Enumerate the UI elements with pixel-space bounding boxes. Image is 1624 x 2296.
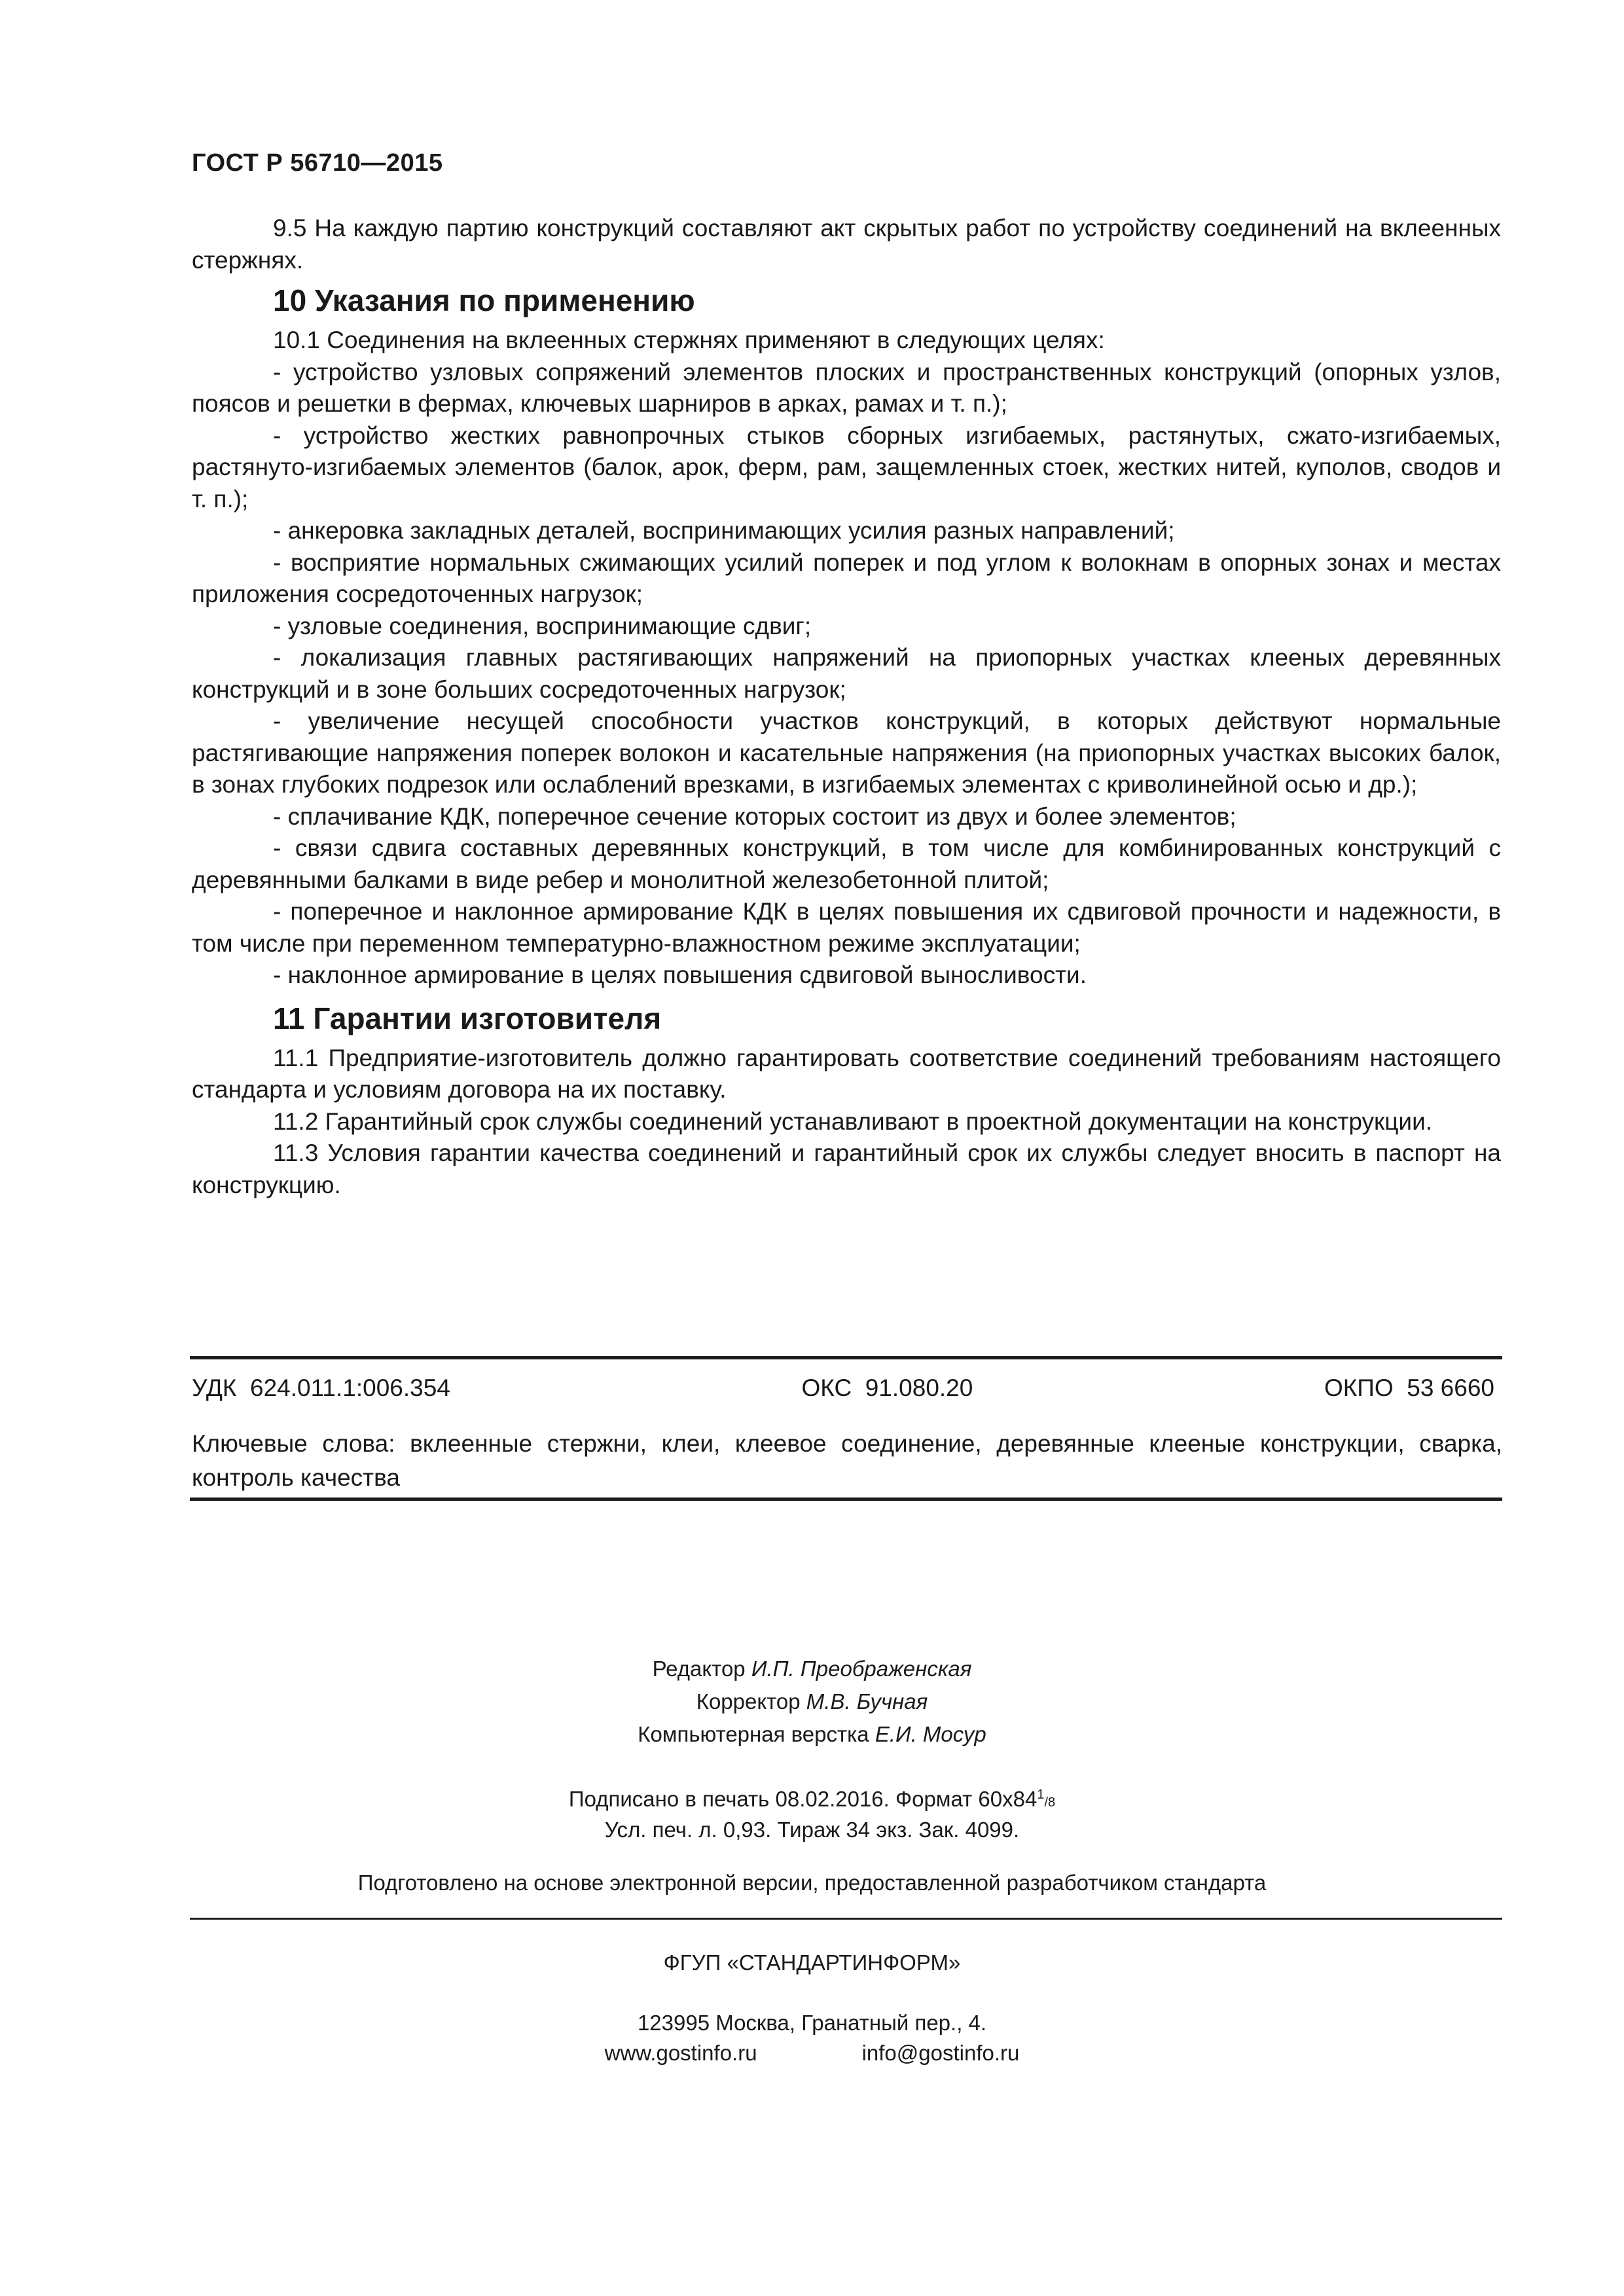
prepared-note: Подготовлено на основе электронной версии, предоставленной разработчиком стандарта xyxy=(357,1871,1267,1895)
keywords: Ключевые слова: вклеенные стержни, клеи, клеевое соединение, деревянные клееные конструкции, сварка, контроль качества xyxy=(192,1430,1502,1491)
classification-row xyxy=(192,1374,1502,1402)
publisher-address-block xyxy=(0,2008,1624,2068)
credit-name: Е.И. Мосур xyxy=(875,1722,986,1746)
document-body xyxy=(192,213,1501,1201)
credit-role: Редактор xyxy=(652,1657,751,1681)
publisher-contacts xyxy=(0,2038,1624,2068)
paragraph-11-3: 11.3 Условия гарантии качества соединений и гарантийный срок их службы следует вносить в паспорт на конструкцию. xyxy=(192,1139,1501,1198)
format-fraction-den: /8 xyxy=(1044,1795,1056,1810)
publisher-name: ФГУП «СТАНДАРТИНФОРМ» xyxy=(663,1950,961,1975)
footer-rule xyxy=(190,1918,1502,1920)
section-11-title: 11 Гарантии изготовителя xyxy=(273,1001,662,1035)
print-signed xyxy=(0,1784,1624,1818)
credit-name: И.П. Преображенская xyxy=(751,1657,972,1681)
paragraph-9-5: 9.5 На каждую партию конструкций составляют акт скрытых работ по устройству соединений на вклеенных стержнях. xyxy=(192,215,1501,274)
list-item: - наклонное армирование в целях повышения сдвиговой выносливости. xyxy=(273,961,1087,988)
credit-role: Корректор xyxy=(696,1689,806,1713)
credit-corrector xyxy=(0,1685,1624,1718)
list-item: - увеличение несущей способности участков конструкций, в которых действуют нормальные растягивающие напряжения поперек волокон и касательные напряжения (на приопорных участках высоких балок, в зонах глубоких подрезок или ослаблений врезками, в изгибаемых элементах с криволинейной осью и др.); xyxy=(192,708,1501,798)
meta-bottom-rule xyxy=(190,1498,1502,1501)
publisher-address: 123995 Москва, Гранатный пер., 4. xyxy=(637,2011,987,2035)
paragraph-10-1: 10.1 Соединения на вклеенных стержнях применяют в следующих целях: xyxy=(273,327,1105,353)
credit-role: Компьютерная верстка xyxy=(638,1722,875,1746)
list-item: - устройство жестких равнопрочных стыков сборных изгибаемых, растянутых, сжато-изгибаемых, растянуто-изгибаемых элементов (балок, арок, ферм, рам, защемленных стоек, жестких нитей, куполов, сводов и т. п.); xyxy=(192,422,1501,512)
credit-layout xyxy=(0,1718,1624,1751)
list-item: - восприятие нормальных сжимающих усилий поперек и под углом к волокнам в опорных зонах и местах приложения сосредоточенных нагрузок; xyxy=(192,548,1501,607)
okpo-code: ОКПО 53 6660 xyxy=(1324,1374,1494,1401)
list-item: - локализация главных растягивающих напряжений на приопорных участках клееных деревянных конструкций и в зоне больших сосредоточенных нагрузок; xyxy=(192,644,1501,703)
credit-editor xyxy=(0,1653,1624,1685)
oks-code: ОКС 91.080.20 xyxy=(801,1374,973,1401)
list-item: - узловые соединения, воспринимающие сдвиг; xyxy=(273,612,812,639)
paragraph-11-2: 11.2 Гарантийный срок службы соединений устанавливают в проектной документации на конструкции. xyxy=(273,1107,1433,1135)
list-item: - устройство узловых сопряжений элементов плоских и пространственных конструкций (опорных узлов, поясов и решетки в фермах, ключевых шарниров в арках, рамах и т. п.); xyxy=(192,358,1501,417)
list-item: - связи сдвига составных деревянных конструкций, в том числе для комбинированных конструкций с деревянными балками в виде ребер и монолитной железобетонной плитой; xyxy=(192,834,1501,893)
format-fraction-num: 1 xyxy=(1037,1787,1045,1802)
paragraph-11-1: 11.1 Предприятие-изготовитель должно гарантировать соответствие соединений требованиям настоящего стандарта и условиям договора на их поставку. xyxy=(192,1044,1501,1103)
document-header: ГОСТ Р 56710—2015 xyxy=(192,149,443,177)
website-link[interactable]: www.gostinfo.ru xyxy=(604,2041,757,2065)
credit-name: М.В. Бучная xyxy=(806,1689,928,1713)
list-item: - анкеровка закладных деталей, воспринимающих усилия разных направлений; xyxy=(273,517,1175,544)
list-item: - поперечное и наклонное армирование КДК в целях повышения их сдвиговой прочности и надежности, в том числе при переменном температурно-влажностном режиме эксплуатации; xyxy=(192,898,1501,957)
udk-code: УДК 624.011.1:006.354 xyxy=(192,1374,450,1401)
meta-top-rule xyxy=(190,1356,1502,1359)
print-details: Усл. печ. л. 0,93. Тираж 34 экз. Зак. 4099. xyxy=(604,1818,1020,1842)
list-item: - сплачивание КДК, поперечное сечение которых состоит из двух и более элементов; xyxy=(273,802,1236,830)
section-10-title: 10 Указания по применению xyxy=(273,283,695,317)
email-link[interactable]: info@gostinfo.ru xyxy=(861,2041,1020,2065)
print-signed-text: Подписано в печать 08.02.2016. Формат 60x84 xyxy=(568,1787,1038,1811)
